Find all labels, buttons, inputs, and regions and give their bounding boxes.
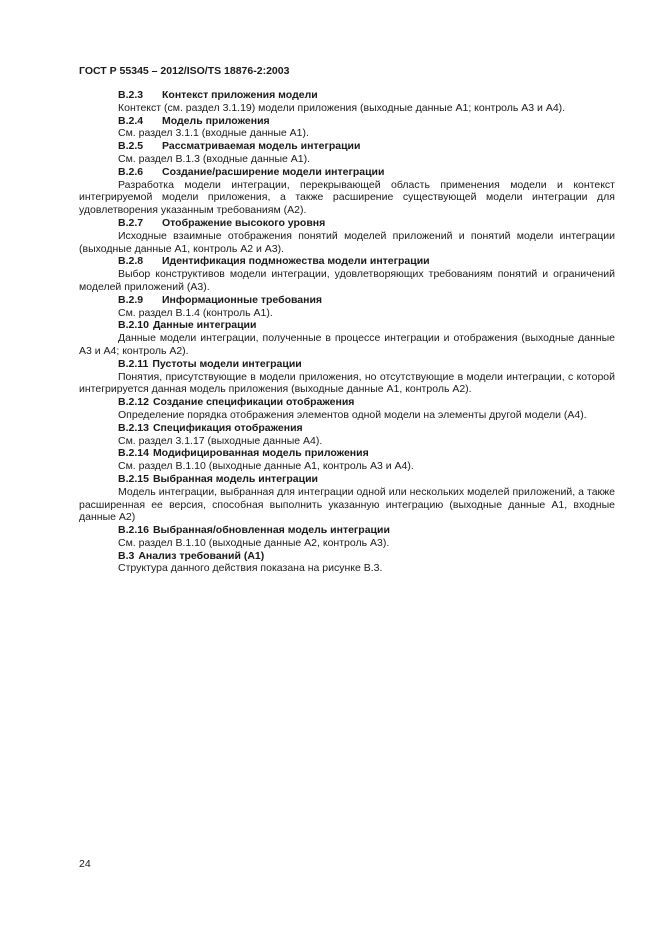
section-heading <box>79 473 615 486</box>
section-b-2-6 <box>79 166 615 217</box>
section-title: Информационные требования <box>162 293 323 306</box>
section-number: B.2.13 <box>118 421 149 434</box>
section-heading <box>79 217 615 230</box>
page-number: 24 <box>79 858 91 870</box>
section-title: Создание спецификации отображения <box>152 396 355 409</box>
section-title: Выбранная/обновленная модель интеграции <box>152 524 390 537</box>
document-header: ГОСТ Р 55345 – 2012/ISO/TS 18876-2:2003 <box>79 65 290 77</box>
section-heading <box>79 166 615 179</box>
section-number: B.2.5 <box>118 140 144 153</box>
section-text: Исходные взаимные отображения понятий моделей приложений и понятий модели интеграции (выходные данные А1, контроль А2 и А3). <box>79 229 615 255</box>
section-number: B.2.12 <box>118 396 149 409</box>
section-b-2-5 <box>79 140 615 166</box>
section-title: Отображение высокого уровня <box>162 216 326 229</box>
section-b-3 <box>79 550 615 576</box>
section-text: Модель интеграции, выбранная для интеграции одной или нескольких моделей приложений, а также расширенная ее версия, способная выполнить указанную интеграцию (выходные данные А1, входные данные А2) <box>79 485 615 524</box>
section-title: Выбранная модель интеграции <box>152 472 319 485</box>
section-number: B.2.14 <box>118 447 149 460</box>
section-text: См. раздел В.1.3 (входные данные А1). <box>118 152 311 165</box>
section-b-2-8 <box>79 255 615 293</box>
section-b-2-4 <box>79 115 615 141</box>
document-body <box>79 89 615 575</box>
section-number: B.2.11 <box>118 357 149 370</box>
section-text: Выбор конструктивов модели интеграции, удовлетворяющих требованиям понятий и ограничений моделей приложений (А3). <box>79 268 615 293</box>
section-b-2-11 <box>79 358 615 396</box>
section-title: Идентификация подмножества модели интеграции <box>162 255 430 268</box>
section-b-2-7 <box>79 217 615 255</box>
section-title: Контекст приложения модели <box>162 89 318 101</box>
section-title: Модель приложения <box>162 114 270 127</box>
section-title: Рассматриваемая модель интеграции <box>162 140 361 153</box>
section-text: См. раздел 3.1.1 (входные данные А1). <box>118 127 309 140</box>
section-number: B.2.10 <box>118 319 149 332</box>
section-number: B.2.16 <box>118 524 149 537</box>
section-number: B.2.7 <box>118 216 144 229</box>
section-text: Разработка модели интеграции, перекрывающей область применения модели и контекст интегрируемой модели приложения, а также расширение существующей модели интеграции для удовлетворения указанным требованиям (А2). <box>79 178 615 217</box>
section-number: B.2.9 <box>118 293 144 306</box>
section-title: Данные интеграции <box>152 319 257 332</box>
section-b-2-13 <box>79 422 615 448</box>
section-heading <box>79 89 615 102</box>
section-text: См. раздел 3.1.17 (выходные данные А4). <box>118 434 323 447</box>
section-heading <box>79 140 615 153</box>
section-heading <box>79 447 615 460</box>
section-heading <box>79 550 615 563</box>
section-b-2-10 <box>79 319 615 357</box>
section-number: B.2.8 <box>118 255 144 268</box>
section-title: Анализ требований (А1) <box>138 549 265 562</box>
section-b-2-15 <box>79 473 615 524</box>
section-heading <box>79 115 615 128</box>
section-text: См. раздел В.1.10 (выходные данные А2, контроль А3). <box>118 536 390 549</box>
section-b-2-9 <box>79 294 615 320</box>
section-number: B.2.6 <box>118 165 144 178</box>
section-text: Структура данного действия показана на рисунке В.3. <box>118 562 383 575</box>
section-heading <box>79 396 615 409</box>
section-number: B.3 <box>118 549 135 562</box>
section-number: B.2.15 <box>118 472 149 485</box>
section-heading <box>79 319 615 332</box>
section-b-2-16 <box>79 524 615 550</box>
section-title: Пустоты модели интеграции <box>152 357 302 370</box>
section-text: Контекст (см. раздел 3.1.19) модели приложения (выходные данные А1; контроль А3 и А4). <box>118 101 566 114</box>
section-number: B.2.4 <box>118 114 144 127</box>
section-b-2-14 <box>79 447 615 473</box>
section-b-2-12 <box>79 396 615 422</box>
section-heading <box>79 255 615 268</box>
section-text: См. раздел В.1.10 (выходные данные А1, контроль А3 и А4). <box>118 460 414 473</box>
section-title: Спецификация отображения <box>152 421 303 434</box>
section-heading <box>79 294 615 307</box>
section-text: См. раздел В.1.4 (контроль А1). <box>118 306 273 319</box>
section-heading <box>79 524 615 537</box>
section-text: Данные модели интеграции, полученные в процессе интеграции и отображения (выходные данные А3 и А4; контроль А2). <box>79 332 615 357</box>
section-heading <box>79 358 615 371</box>
section-title: Создание/расширение модели интеграции <box>162 165 385 178</box>
section-b-2-3 <box>79 89 615 115</box>
section-text: Определение порядка отображения элементов одной модели на элементы другой модели (А4). <box>118 408 587 421</box>
section-heading <box>79 422 615 435</box>
section-number: B.2.3 <box>118 89 144 101</box>
section-title: Модифицированная модель приложения <box>152 447 369 460</box>
section-text: Понятия, присутствующие в модели приложения, но отсутствующие в модели интеграции, с которой интегрируется данная модель приложения (выходные данные А1, контроль А2). <box>79 370 615 396</box>
